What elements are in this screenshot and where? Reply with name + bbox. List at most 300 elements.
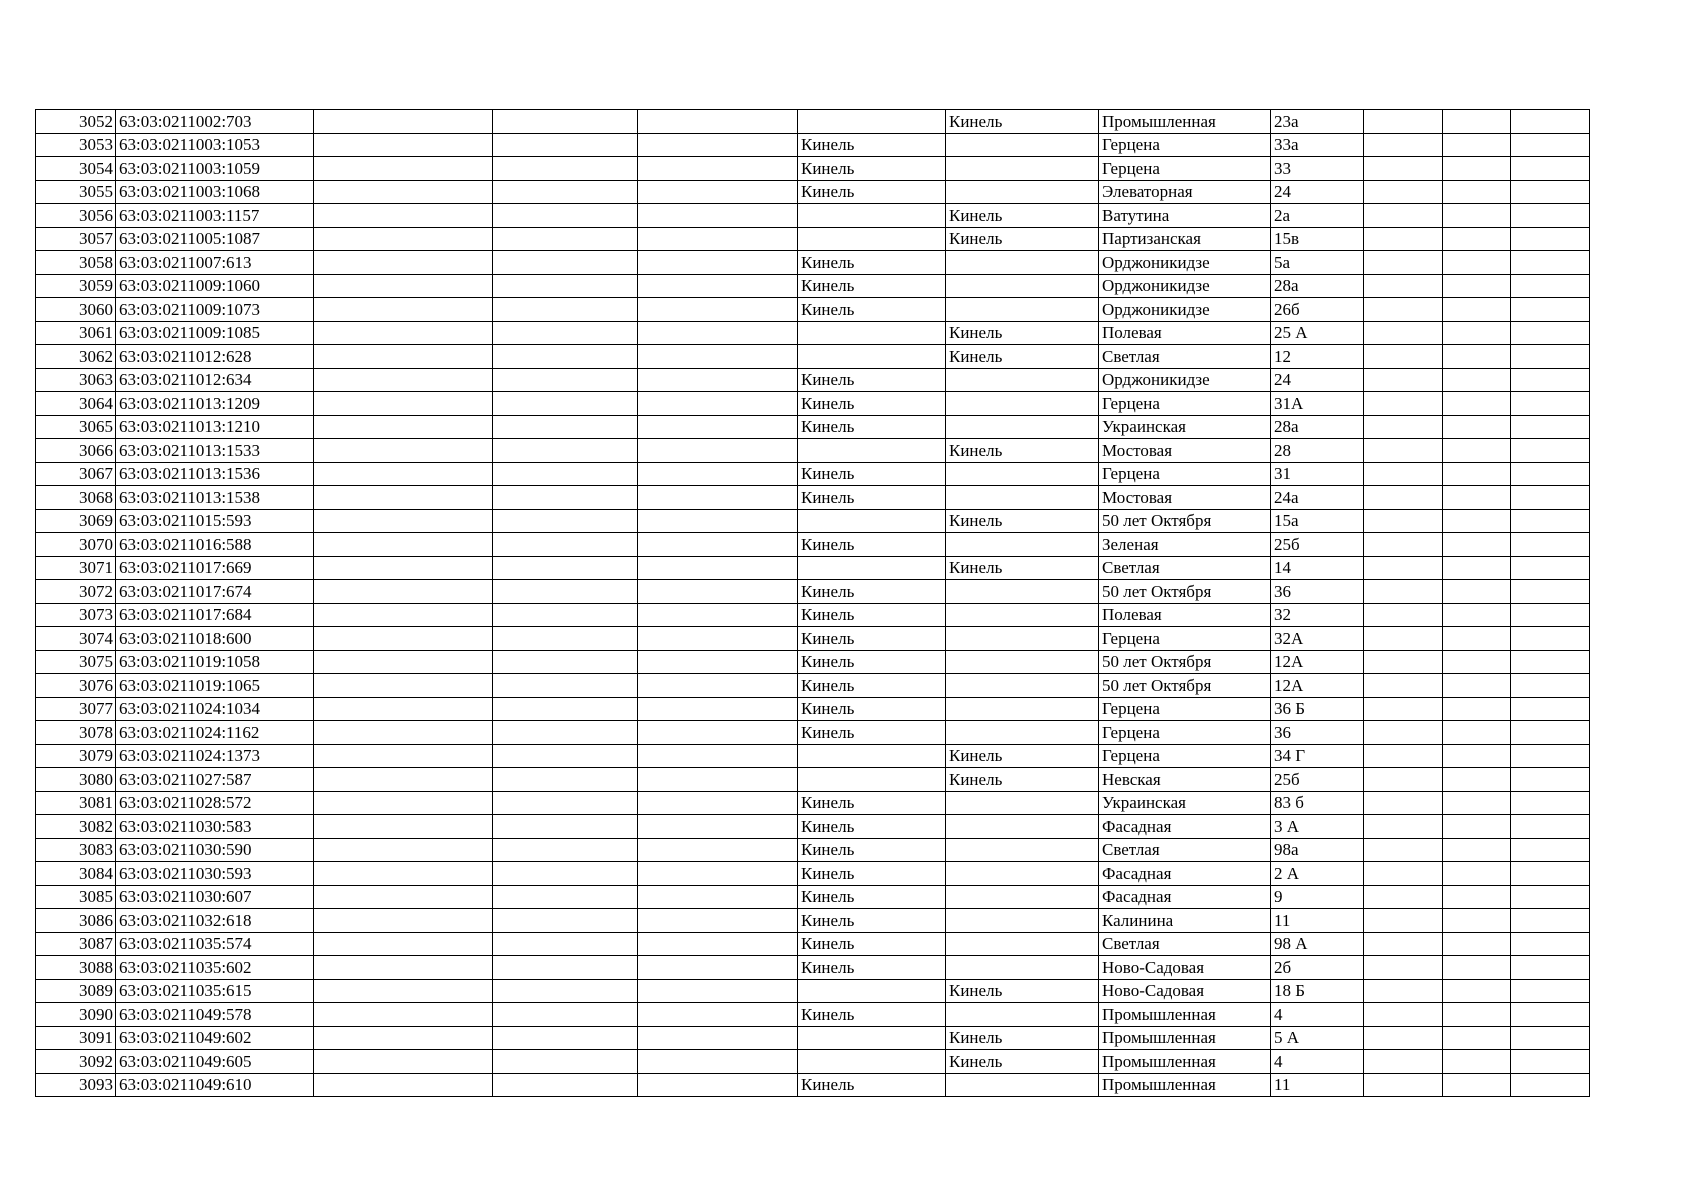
table-row [36, 791, 1590, 815]
empty-cell [493, 486, 638, 510]
city-cell: Кинель [798, 368, 946, 392]
empty-cell [1511, 415, 1590, 439]
cadastral-number-cell: 63:03:0211030:590 [116, 838, 314, 862]
empty-cell [1511, 227, 1590, 251]
house-cell: 11 [1271, 909, 1364, 933]
table-row [36, 744, 1590, 768]
house-cell: 25б [1271, 533, 1364, 557]
empty-cell [1364, 204, 1443, 228]
table-row [36, 862, 1590, 886]
cadastral-number-cell: 63:03:0211024:1162 [116, 721, 314, 745]
empty-cell [314, 321, 493, 345]
empty-cell [1511, 274, 1590, 298]
settlement-cell: Кинель [946, 227, 1099, 251]
empty-cell [1364, 744, 1443, 768]
empty-cell [1364, 932, 1443, 956]
row-number-cell: 3058 [36, 251, 116, 275]
empty-cell [1511, 768, 1590, 792]
empty-cell [1443, 956, 1511, 980]
city-cell [798, 509, 946, 533]
empty-cell [1443, 909, 1511, 933]
cadastral-number-cell: 63:03:0211013:1210 [116, 415, 314, 439]
city-cell: Кинель [798, 909, 946, 933]
city-cell [798, 744, 946, 768]
empty-cell [638, 556, 798, 580]
empty-cell [1443, 486, 1511, 510]
empty-cell [493, 815, 638, 839]
cadastral-number-cell: 63:03:0211019:1058 [116, 650, 314, 674]
empty-cell [314, 345, 493, 369]
empty-cell [1443, 298, 1511, 322]
table-row [36, 1050, 1590, 1074]
house-cell: 15в [1271, 227, 1364, 251]
empty-cell [1511, 862, 1590, 886]
street-cell: Полевая [1099, 321, 1271, 345]
empty-cell [314, 791, 493, 815]
house-cell: 2а [1271, 204, 1364, 228]
street-cell: Украинская [1099, 791, 1271, 815]
empty-cell [314, 603, 493, 627]
city-cell: Кинель [798, 180, 946, 204]
row-number-cell: 3072 [36, 580, 116, 604]
table-row [36, 462, 1590, 486]
cadastral-number-cell: 63:03:0211012:628 [116, 345, 314, 369]
street-cell: Партизанская [1099, 227, 1271, 251]
empty-cell [1364, 392, 1443, 416]
empty-cell [1364, 298, 1443, 322]
empty-cell [493, 509, 638, 533]
empty-cell [1364, 627, 1443, 651]
empty-cell [638, 768, 798, 792]
city-cell: Кинель [798, 697, 946, 721]
empty-cell [493, 674, 638, 698]
street-cell: Фасадная [1099, 885, 1271, 909]
street-cell: Светлая [1099, 556, 1271, 580]
cadastral-number-cell: 63:03:0211030:607 [116, 885, 314, 909]
cadastral-number-cell: 63:03:0211002:703 [116, 110, 314, 134]
cadastral-number-cell: 63:03:0211035:602 [116, 956, 314, 980]
row-number-cell: 3080 [36, 768, 116, 792]
row-number-cell: 3067 [36, 462, 116, 486]
empty-cell [314, 1026, 493, 1050]
empty-cell [1443, 110, 1511, 134]
row-number-cell: 3070 [36, 533, 116, 557]
empty-cell [314, 697, 493, 721]
empty-cell [1364, 791, 1443, 815]
empty-cell [493, 885, 638, 909]
row-number-cell: 3079 [36, 744, 116, 768]
empty-cell [1443, 133, 1511, 157]
cadastral-number-cell: 63:03:0211013:1538 [116, 486, 314, 510]
row-number-cell: 3066 [36, 439, 116, 463]
settlement-cell [946, 650, 1099, 674]
settlement-cell [946, 791, 1099, 815]
table-row [36, 533, 1590, 557]
empty-cell [1443, 721, 1511, 745]
house-cell: 4 [1271, 1003, 1364, 1027]
empty-cell [493, 556, 638, 580]
empty-cell [1443, 274, 1511, 298]
empty-cell [314, 439, 493, 463]
table-row [36, 697, 1590, 721]
settlement-cell [946, 133, 1099, 157]
table-row [36, 932, 1590, 956]
settlement-cell: Кинель [946, 204, 1099, 228]
empty-cell [1511, 791, 1590, 815]
empty-cell [1443, 180, 1511, 204]
empty-cell [493, 1003, 638, 1027]
empty-cell [314, 909, 493, 933]
row-number-cell: 3052 [36, 110, 116, 134]
house-cell: 36 Б [1271, 697, 1364, 721]
cadastral-number-cell: 63:03:0211035:615 [116, 979, 314, 1003]
empty-cell [314, 627, 493, 651]
house-cell: 12 [1271, 345, 1364, 369]
street-cell: Ватутина [1099, 204, 1271, 228]
empty-cell [1364, 674, 1443, 698]
empty-cell [638, 110, 798, 134]
house-cell: 12А [1271, 674, 1364, 698]
city-cell: Кинель [798, 251, 946, 275]
empty-cell [493, 110, 638, 134]
street-cell: Герцена [1099, 697, 1271, 721]
row-number-cell: 3059 [36, 274, 116, 298]
empty-cell [493, 768, 638, 792]
city-cell: Кинель [798, 1073, 946, 1097]
empty-cell [638, 1050, 798, 1074]
cadastral-number-cell: 63:03:0211017:669 [116, 556, 314, 580]
empty-cell [493, 744, 638, 768]
empty-cell [1364, 603, 1443, 627]
empty-cell [1364, 838, 1443, 862]
empty-cell [493, 862, 638, 886]
street-cell: Светлая [1099, 345, 1271, 369]
empty-cell [314, 509, 493, 533]
street-cell: 50 лет Октября [1099, 650, 1271, 674]
empty-cell [1443, 838, 1511, 862]
settlement-cell [946, 932, 1099, 956]
settlement-cell [946, 909, 1099, 933]
settlement-cell: Кинель [946, 979, 1099, 1003]
city-cell: Кинель [798, 885, 946, 909]
empty-cell [1511, 345, 1590, 369]
empty-cell [638, 439, 798, 463]
city-cell: Кинель [798, 815, 946, 839]
empty-cell [493, 721, 638, 745]
row-number-cell: 3087 [36, 932, 116, 956]
city-cell [798, 979, 946, 1003]
city-cell [798, 1026, 946, 1050]
empty-cell [493, 157, 638, 181]
cadastral-number-cell: 63:03:0211017:684 [116, 603, 314, 627]
empty-cell [1443, 509, 1511, 533]
empty-cell [638, 204, 798, 228]
city-cell: Кинель [798, 862, 946, 886]
street-cell: Зеленая [1099, 533, 1271, 557]
empty-cell [314, 556, 493, 580]
settlement-cell [946, 862, 1099, 886]
street-cell: Герцена [1099, 721, 1271, 745]
empty-cell [314, 1073, 493, 1097]
street-cell: Ново-Садовая [1099, 956, 1271, 980]
street-cell: Орджоникидзе [1099, 274, 1271, 298]
city-cell: Кинель [798, 133, 946, 157]
table-row [36, 227, 1590, 251]
cadastral-number-cell: 63:03:0211009:1060 [116, 274, 314, 298]
settlement-cell [946, 415, 1099, 439]
table-row [36, 133, 1590, 157]
empty-cell [1443, 392, 1511, 416]
empty-cell [1511, 580, 1590, 604]
empty-cell [1443, 885, 1511, 909]
empty-cell [638, 180, 798, 204]
empty-cell [1364, 1073, 1443, 1097]
empty-cell [314, 580, 493, 604]
table-row [36, 415, 1590, 439]
empty-cell [314, 204, 493, 228]
empty-cell [1364, 274, 1443, 298]
empty-cell [638, 321, 798, 345]
settlement-cell: Кинель [946, 345, 1099, 369]
settlement-cell [946, 392, 1099, 416]
table-row [36, 321, 1590, 345]
city-cell: Кинель [798, 627, 946, 651]
empty-cell [493, 838, 638, 862]
empty-cell [314, 768, 493, 792]
row-number-cell: 3076 [36, 674, 116, 698]
settlement-cell [946, 956, 1099, 980]
empty-cell [314, 274, 493, 298]
row-number-cell: 3054 [36, 157, 116, 181]
street-cell: Невская [1099, 768, 1271, 792]
empty-cell [1443, 251, 1511, 275]
row-number-cell: 3091 [36, 1026, 116, 1050]
empty-cell [314, 956, 493, 980]
empty-cell [493, 979, 638, 1003]
house-cell: 32А [1271, 627, 1364, 651]
cadastral-number-cell: 63:03:0211027:587 [116, 768, 314, 792]
row-number-cell: 3093 [36, 1073, 116, 1097]
table-row [36, 909, 1590, 933]
street-cell: 50 лет Октября [1099, 580, 1271, 604]
empty-cell [1364, 697, 1443, 721]
cadastral-number-cell: 63:03:0211030:593 [116, 862, 314, 886]
empty-cell [1511, 368, 1590, 392]
street-cell: Фасадная [1099, 815, 1271, 839]
empty-cell [1364, 815, 1443, 839]
table-row [36, 180, 1590, 204]
city-cell: Кинель [798, 1003, 946, 1027]
empty-cell [638, 345, 798, 369]
table-row [36, 721, 1590, 745]
empty-cell [1511, 909, 1590, 933]
empty-cell [1443, 204, 1511, 228]
empty-cell [638, 603, 798, 627]
empty-cell [493, 204, 638, 228]
empty-cell [638, 227, 798, 251]
cadastral-number-cell: 63:03:0211009:1073 [116, 298, 314, 322]
empty-cell [493, 368, 638, 392]
empty-cell [638, 368, 798, 392]
empty-cell [493, 650, 638, 674]
row-number-cell: 3065 [36, 415, 116, 439]
settlement-cell [946, 697, 1099, 721]
house-cell: 98 А [1271, 932, 1364, 956]
empty-cell [1364, 580, 1443, 604]
settlement-cell [946, 674, 1099, 698]
empty-cell [493, 580, 638, 604]
row-number-cell: 3068 [36, 486, 116, 510]
empty-cell [1511, 885, 1590, 909]
street-cell: Фасадная [1099, 862, 1271, 886]
settlement-cell: Кинель [946, 1026, 1099, 1050]
empty-cell [638, 580, 798, 604]
cadastral-number-cell: 63:03:0211049:610 [116, 1073, 314, 1097]
table-row [36, 439, 1590, 463]
empty-cell [1511, 979, 1590, 1003]
house-cell: 14 [1271, 556, 1364, 580]
house-cell: 4 [1271, 1050, 1364, 1074]
street-cell: Промышленная [1099, 1050, 1271, 1074]
empty-cell [493, 392, 638, 416]
empty-cell [493, 1026, 638, 1050]
house-cell: 9 [1271, 885, 1364, 909]
house-cell: 28а [1271, 415, 1364, 439]
house-cell: 24 [1271, 180, 1364, 204]
empty-cell [314, 415, 493, 439]
city-cell [798, 110, 946, 134]
settlement-cell [946, 180, 1099, 204]
city-cell: Кинель [798, 580, 946, 604]
empty-cell [1443, 556, 1511, 580]
cadastral-number-cell: 63:03:0211003:1059 [116, 157, 314, 181]
settlement-cell [946, 580, 1099, 604]
empty-cell [1443, 768, 1511, 792]
empty-cell [314, 227, 493, 251]
house-cell: 34 Г [1271, 744, 1364, 768]
street-cell: Полевая [1099, 603, 1271, 627]
empty-cell [1443, 157, 1511, 181]
empty-cell [493, 932, 638, 956]
row-number-cell: 3069 [36, 509, 116, 533]
empty-cell [1364, 486, 1443, 510]
street-cell: Светлая [1099, 932, 1271, 956]
table-row [36, 509, 1590, 533]
table-row [36, 838, 1590, 862]
street-cell: Герцена [1099, 392, 1271, 416]
empty-cell [493, 791, 638, 815]
empty-cell [1443, 1003, 1511, 1027]
empty-cell [1511, 603, 1590, 627]
table-row [36, 885, 1590, 909]
row-number-cell: 3092 [36, 1050, 116, 1074]
cadastral-number-cell: 63:03:0211018:600 [116, 627, 314, 651]
empty-cell [1511, 1050, 1590, 1074]
empty-cell [1443, 862, 1511, 886]
empty-cell [493, 627, 638, 651]
city-cell: Кинель [798, 486, 946, 510]
empty-cell [493, 533, 638, 557]
empty-cell [1364, 439, 1443, 463]
settlement-cell [946, 721, 1099, 745]
street-cell: Светлая [1099, 838, 1271, 862]
empty-cell [1443, 627, 1511, 651]
empty-cell [638, 1073, 798, 1097]
house-cell: 83 б [1271, 791, 1364, 815]
empty-cell [314, 979, 493, 1003]
empty-cell [314, 744, 493, 768]
row-number-cell: 3056 [36, 204, 116, 228]
empty-cell [1511, 838, 1590, 862]
empty-cell [1443, 697, 1511, 721]
empty-cell [1443, 533, 1511, 557]
cadastral-number-cell: 63:03:0211049:602 [116, 1026, 314, 1050]
empty-cell [1364, 321, 1443, 345]
table-body [36, 110, 1590, 1097]
empty-cell [638, 885, 798, 909]
property-table [35, 109, 1590, 1097]
cadastral-number-cell: 63:03:0211009:1085 [116, 321, 314, 345]
row-number-cell: 3086 [36, 909, 116, 933]
empty-cell [1511, 1026, 1590, 1050]
city-cell: Кинель [798, 274, 946, 298]
city-cell: Кинель [798, 462, 946, 486]
street-cell: Калинина [1099, 909, 1271, 933]
empty-cell [1511, 1073, 1590, 1097]
row-number-cell: 3073 [36, 603, 116, 627]
empty-cell [638, 674, 798, 698]
empty-cell [1364, 556, 1443, 580]
street-cell: Герцена [1099, 157, 1271, 181]
empty-cell [493, 1073, 638, 1097]
empty-cell [493, 1050, 638, 1074]
city-cell: Кинель [798, 932, 946, 956]
table-row [36, 815, 1590, 839]
settlement-cell: Кинель [946, 439, 1099, 463]
street-cell: Промышленная [1099, 1073, 1271, 1097]
house-cell: 32 [1271, 603, 1364, 627]
empty-cell [314, 486, 493, 510]
settlement-cell: Кинель [946, 509, 1099, 533]
cadastral-number-cell: 63:03:0211013:1536 [116, 462, 314, 486]
settlement-cell: Кинель [946, 321, 1099, 345]
house-cell: 31А [1271, 392, 1364, 416]
table-row [36, 298, 1590, 322]
empty-cell [1511, 815, 1590, 839]
settlement-cell [946, 603, 1099, 627]
settlement-cell [946, 251, 1099, 275]
cadastral-number-cell: 63:03:0211049:605 [116, 1050, 314, 1074]
table-row [36, 345, 1590, 369]
empty-cell [1511, 697, 1590, 721]
empty-cell [638, 627, 798, 651]
table-row [36, 979, 1590, 1003]
house-cell: 15а [1271, 509, 1364, 533]
street-cell: Мостовая [1099, 486, 1271, 510]
empty-cell [1443, 439, 1511, 463]
empty-cell [1511, 1003, 1590, 1027]
house-cell: 26б [1271, 298, 1364, 322]
street-cell: Промышленная [1099, 110, 1271, 134]
empty-cell [314, 462, 493, 486]
empty-cell [638, 791, 798, 815]
empty-cell [314, 650, 493, 674]
empty-cell [493, 462, 638, 486]
row-number-cell: 3060 [36, 298, 116, 322]
empty-cell [638, 650, 798, 674]
table-row [36, 1026, 1590, 1050]
city-cell: Кинель [798, 415, 946, 439]
